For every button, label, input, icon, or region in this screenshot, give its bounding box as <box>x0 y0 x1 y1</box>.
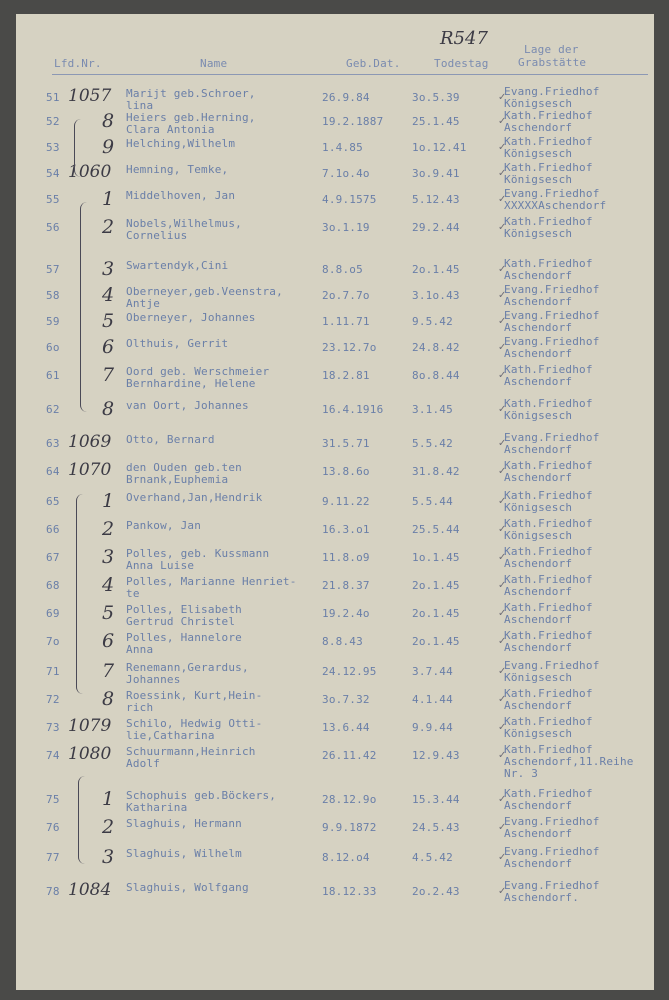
row-name: Polles, geb. Kussmann <box>126 547 270 560</box>
row-name: Renemann,Gerardus, <box>126 661 249 674</box>
row-dob: 4.9.1575 <box>322 193 377 206</box>
bracket-mark <box>74 119 81 177</box>
row-grave: Evang.Friedhof <box>504 431 600 444</box>
row-grave: Königsesch <box>504 501 573 514</box>
row-number: 6o <box>46 341 60 354</box>
row-number: 61 <box>46 369 60 382</box>
header-dob: Geb.Dat. <box>346 57 401 70</box>
handwritten-number: 1084 <box>68 880 112 900</box>
row-number: 74 <box>46 749 60 762</box>
handwritten-number: 9 <box>102 136 115 158</box>
row-dob: 8.8.o5 <box>322 263 363 276</box>
row-grave: Kath.Friedhof <box>504 687 593 700</box>
row-grave: Kath.Friedhof <box>504 573 593 586</box>
row-dob: 13.6.44 <box>322 721 370 734</box>
row-grave: Evang.Friedhof <box>504 879 600 892</box>
row-dod: 4.1.44 <box>412 693 453 706</box>
row-dob: 8.8.43 <box>322 635 363 648</box>
check-mark: ✓ <box>498 222 507 233</box>
row-dod: 29.2.44 <box>412 221 460 234</box>
handwritten-number: 2 <box>102 816 115 838</box>
bracket-mark <box>76 494 83 694</box>
row-dob: 26.9.84 <box>322 91 370 104</box>
row-number: 67 <box>46 551 60 564</box>
row-grave: Kath.Friedhof <box>504 161 593 174</box>
row-grave: Königsesch <box>504 671 573 684</box>
row-number: 66 <box>46 523 60 536</box>
header-grave-2: Grabstätte <box>518 56 587 69</box>
row-number: 58 <box>46 289 60 302</box>
row-name: den Ouden geb.ten <box>126 461 242 474</box>
row-name: Pankow, Jan <box>126 519 202 532</box>
row-dod: 9.5.42 <box>412 315 453 328</box>
header-nr: Lfd.Nr. <box>54 57 102 70</box>
row-grave: Aschendorf <box>504 375 573 388</box>
row-name: lie,Catharina <box>126 729 215 742</box>
row-grave: Aschendorf <box>504 321 573 334</box>
row-name: Overhand,Jan,Hendrik <box>126 491 263 504</box>
handwritten-number: 3 <box>102 546 115 568</box>
row-number: 72 <box>46 693 60 706</box>
handwritten-number: 8 <box>102 688 115 710</box>
row-dob: 1.4.85 <box>322 141 363 154</box>
row-dob: 18.2.81 <box>322 369 370 382</box>
row-grave: Aschendorf <box>504 827 573 840</box>
handwritten-number: 8 <box>102 110 115 132</box>
row-name: Slaghuis, Hermann <box>126 817 242 830</box>
row-name: Oberneyer,geb.Veenstra, <box>126 285 283 298</box>
row-dob: 28.12.9o <box>322 793 377 806</box>
row-name: Brnank,Euphemia <box>126 473 229 486</box>
row-name: Polles, Marianne Henriet- <box>126 575 297 588</box>
row-number: 76 <box>46 821 60 834</box>
row-dob: 11.8.o9 <box>322 551 370 564</box>
row-name: Oberneyer, Johannes <box>126 311 256 324</box>
row-grave: Kath.Friedhof <box>504 787 593 800</box>
row-number: 71 <box>46 665 60 678</box>
row-grave: Kath.Friedhof <box>504 489 593 502</box>
handwritten-number: 6 <box>102 336 115 358</box>
row-grave: Aschendorf <box>504 557 573 570</box>
row-number: 68 <box>46 579 60 592</box>
row-dod: 9.9.44 <box>412 721 453 734</box>
row-dod: 25.1.45 <box>412 115 460 128</box>
handwritten-number: 7 <box>102 660 115 682</box>
row-grave: Evang.Friedhof <box>504 85 600 98</box>
row-grave: Königsesch <box>504 97 573 110</box>
row-name: Anna Luise <box>126 559 195 572</box>
row-grave: Aschendorf. <box>504 891 580 904</box>
row-name: van Oort, Johannes <box>126 399 249 412</box>
handwritten-number: 1070 <box>68 460 112 480</box>
row-grave: Aschendorf,11.Reihe <box>504 755 634 768</box>
check-mark: ✓ <box>498 342 507 353</box>
header-dod: Todestag <box>434 57 489 70</box>
row-number: 55 <box>46 193 60 206</box>
row-dob: 31.5.71 <box>322 437 370 450</box>
row-dob: 9.9.1872 <box>322 821 377 834</box>
row-grave: Königsesch <box>504 147 573 160</box>
row-name: Olthuis, Gerrit <box>126 337 229 350</box>
row-number: 75 <box>46 793 60 806</box>
row-grave: Evang.Friedhof <box>504 309 600 322</box>
row-grave: Kath.Friedhof <box>504 397 593 410</box>
handwritten-number: 1 <box>102 188 115 210</box>
row-name: Roessink, Kurt,Hein- <box>126 689 263 702</box>
row-name: Anna <box>126 643 154 656</box>
row-grave: Aschendorf <box>504 699 573 712</box>
row-dob: 26.11.42 <box>322 749 377 762</box>
check-mark: ✓ <box>498 116 507 127</box>
check-mark: ✓ <box>498 316 507 327</box>
row-name: te <box>126 587 140 600</box>
row-dod: 2o.1.45 <box>412 607 460 620</box>
row-dod: 5.12.43 <box>412 193 460 206</box>
row-dod: 8o.8.44 <box>412 369 460 382</box>
row-dod: 3o.5.39 <box>412 91 460 104</box>
row-name: Slaghuis, Wilhelm <box>126 847 242 860</box>
handwritten-number: 2 <box>102 216 115 238</box>
row-number: 69 <box>46 607 60 620</box>
row-name: Antje <box>126 297 161 310</box>
handwritten-number: 5 <box>102 310 115 332</box>
row-dod: 24.8.42 <box>412 341 460 354</box>
check-mark: ✓ <box>498 524 507 535</box>
row-number: 54 <box>46 167 60 180</box>
row-name: Helching,Wilhelm <box>126 137 236 150</box>
row-name: Cornelius <box>126 229 188 242</box>
handwritten-number: 2 <box>102 518 115 540</box>
row-name: Oord geb. Werschmeier <box>126 365 270 378</box>
row-dod: 5.5.42 <box>412 437 453 450</box>
check-mark: ✓ <box>498 580 507 591</box>
check-mark: ✓ <box>498 142 507 153</box>
row-grave: Aschendorf <box>504 121 573 134</box>
row-number: 62 <box>46 403 60 416</box>
row-dob: 16.3.o1 <box>322 523 370 536</box>
row-number: 78 <box>46 885 60 898</box>
row-dob: 19.2.1887 <box>322 115 384 128</box>
row-number: 64 <box>46 465 60 478</box>
check-mark: ✓ <box>498 496 507 507</box>
row-name: Slaghuis, Wolfgang <box>126 881 249 894</box>
row-name: Schophuis geb.Böckers, <box>126 789 277 802</box>
check-mark: ✓ <box>498 438 507 449</box>
reference-mark: R547 <box>440 28 488 49</box>
row-name: Hemning, Temke, <box>126 163 229 176</box>
row-dod: 3.1o.43 <box>412 289 460 302</box>
row-grave: Kath.Friedhof <box>504 517 593 530</box>
row-grave: Kath.Friedhof <box>504 459 593 472</box>
row-dod: 1o.1.45 <box>412 551 460 564</box>
handwritten-number: 4 <box>102 284 115 306</box>
row-name: Bernhardine, Helene <box>126 377 256 390</box>
row-grave: Aschendorf <box>504 443 573 456</box>
row-number: 63 <box>46 437 60 450</box>
header-rule <box>52 74 648 75</box>
check-mark: ✓ <box>498 194 507 205</box>
check-mark: ✓ <box>498 92 507 103</box>
row-name: lina <box>126 99 154 112</box>
check-mark: ✓ <box>498 822 507 833</box>
row-dob: 3o.1.19 <box>322 221 370 234</box>
check-mark: ✓ <box>498 608 507 619</box>
handwritten-number: 1080 <box>68 744 112 764</box>
bracket-mark <box>78 776 85 864</box>
check-mark: ✓ <box>498 722 507 733</box>
row-grave: Kath.Friedhof <box>504 109 593 122</box>
document-page <box>16 14 654 990</box>
row-grave: Evang.Friedhof <box>504 815 600 828</box>
row-grave: Aschendorf <box>504 613 573 626</box>
row-dod: 25.5.44 <box>412 523 460 536</box>
row-dod: 3.1.45 <box>412 403 453 416</box>
row-dod: 4.5.42 <box>412 851 453 864</box>
handwritten-number: 1 <box>102 490 115 512</box>
row-number: 51 <box>46 91 60 104</box>
row-grave: Aschendorf <box>504 857 573 870</box>
row-name: Johannes <box>126 673 181 686</box>
row-dod: 3o.9.41 <box>412 167 460 180</box>
row-dob: 13.8.6o <box>322 465 370 478</box>
handwritten-number: 3 <box>102 258 115 280</box>
row-name: Swartendyk,Cini <box>126 259 229 272</box>
row-name: Marijt geb.Schroer, <box>126 87 256 100</box>
row-name: Schuurmann,Heinrich <box>126 745 256 758</box>
handwritten-number: 4 <box>102 574 115 596</box>
check-mark: ✓ <box>498 666 507 677</box>
row-grave: Evang.Friedhof <box>504 659 600 672</box>
row-grave: Königsesch <box>504 409 573 422</box>
row-grave: Aschendorf <box>504 269 573 282</box>
row-grave: Kath.Friedhof <box>504 257 593 270</box>
row-dod: 2o.1.45 <box>412 579 460 592</box>
row-grave: Aschendorf <box>504 641 573 654</box>
row-dod: 15.3.44 <box>412 793 460 806</box>
row-grave: Kath.Friedhof <box>504 135 593 148</box>
handwritten-number: 7 <box>102 364 115 386</box>
check-mark: ✓ <box>498 794 507 805</box>
row-grave: Aschendorf <box>504 471 573 484</box>
row-number: 57 <box>46 263 60 276</box>
handwritten-number: 6 <box>102 630 115 652</box>
row-dob: 2o.7.7o <box>322 289 370 302</box>
row-name: Polles, Elisabeth <box>126 603 242 616</box>
row-grave: XXXXXAschendorf <box>504 199 607 212</box>
row-dob: 3o.7.32 <box>322 693 370 706</box>
handwritten-number: 1060 <box>68 162 112 182</box>
row-name: Middelhoven, Jan <box>126 189 236 202</box>
check-mark: ✓ <box>498 264 507 275</box>
row-grave: Kath.Friedhof <box>504 601 593 614</box>
row-grave: Aschendorf <box>504 295 573 308</box>
row-grave: Kath.Friedhof <box>504 629 593 642</box>
row-grave: Kath.Friedhof <box>504 545 593 558</box>
row-dob: 16.4.1916 <box>322 403 384 416</box>
handwritten-number: 1069 <box>68 432 112 452</box>
check-mark: ✓ <box>498 290 507 301</box>
row-number: 53 <box>46 141 60 154</box>
row-dob: 1.11.71 <box>322 315 370 328</box>
handwritten-number: 8 <box>102 398 115 420</box>
row-number: 7o <box>46 635 60 648</box>
row-name: Polles, Hannelore <box>126 631 242 644</box>
bracket-mark <box>80 202 87 412</box>
check-mark: ✓ <box>498 466 507 477</box>
row-grave: Aschendorf <box>504 347 573 360</box>
header-name: Name <box>200 57 228 70</box>
row-number: 65 <box>46 495 60 508</box>
row-grave: Kath.Friedhof <box>504 715 593 728</box>
row-grave: Kath.Friedhof <box>504 743 593 756</box>
row-dob: 19.2.4o <box>322 607 370 620</box>
row-dod: 2o.1.45 <box>412 263 460 276</box>
row-dod: 12.9.43 <box>412 749 460 762</box>
row-dob: 23.12.7o <box>322 341 377 354</box>
check-mark: ✓ <box>498 636 507 647</box>
row-grave: Evang.Friedhof <box>504 845 600 858</box>
handwritten-number: 1079 <box>68 716 112 736</box>
check-mark: ✓ <box>498 168 507 179</box>
row-grave: Königsesch <box>504 227 573 240</box>
row-number: 59 <box>46 315 60 328</box>
row-dod: 31.8.42 <box>412 465 460 478</box>
row-dod: 2o.1.45 <box>412 635 460 648</box>
handwritten-number: 3 <box>102 846 115 868</box>
row-name: Gertrud Christel <box>126 615 236 628</box>
handwritten-number: 1 <box>102 788 115 810</box>
row-name: Katharina <box>126 801 188 814</box>
row-dob: 21.8.37 <box>322 579 370 592</box>
row-dob: 9.11.22 <box>322 495 370 508</box>
row-dob: 7.1o.4o <box>322 167 370 180</box>
row-number: 77 <box>46 851 60 864</box>
handwritten-number: 5 <box>102 602 115 624</box>
row-grave: Königsesch <box>504 173 573 186</box>
check-mark: ✓ <box>498 552 507 563</box>
row-name: Nobels,Wilhelmus, <box>126 217 242 230</box>
row-dod: 24.5.43 <box>412 821 460 834</box>
check-mark: ✓ <box>498 852 507 863</box>
row-dod: 2o.2.43 <box>412 885 460 898</box>
row-name: Otto, Bernard <box>126 433 215 446</box>
row-grave: Aschendorf <box>504 799 573 812</box>
row-name: rich <box>126 701 154 714</box>
row-number: 56 <box>46 221 60 234</box>
check-mark: ✓ <box>498 404 507 415</box>
check-mark: ✓ <box>498 886 507 897</box>
row-name: Heiers geb.Herning, <box>126 111 256 124</box>
row-grave: Königsesch <box>504 529 573 542</box>
check-mark: ✓ <box>498 694 507 705</box>
row-name: Schilo, Hedwig Otti- <box>126 717 263 730</box>
row-dod: 5.5.44 <box>412 495 453 508</box>
row-dod: 3.7.44 <box>412 665 453 678</box>
row-grave: Kath.Friedhof <box>504 215 593 228</box>
row-grave: Nr. 3 <box>504 767 539 780</box>
row-grave: Evang.Friedhof <box>504 335 600 348</box>
row-grave: Kath.Friedhof <box>504 363 593 376</box>
handwritten-number: 1057 <box>68 86 112 106</box>
row-dod: 1o.12.41 <box>412 141 467 154</box>
check-mark: ✓ <box>498 370 507 381</box>
row-grave: Aschendorf <box>504 585 573 598</box>
row-name: Adolf <box>126 757 161 770</box>
row-grave: Königsesch <box>504 727 573 740</box>
header-grave-1: Lage der <box>524 43 579 56</box>
row-name: Clara Antonia <box>126 123 215 136</box>
row-grave: Evang.Friedhof <box>504 283 600 296</box>
row-dob: 18.12.33 <box>322 885 377 898</box>
row-dob: 8.12.o4 <box>322 851 370 864</box>
row-grave: Evang.Friedhof <box>504 187 600 200</box>
row-dob: 24.12.95 <box>322 665 377 678</box>
check-mark: ✓ <box>498 750 507 761</box>
row-number: 52 <box>46 115 60 128</box>
row-number: 73 <box>46 721 60 734</box>
